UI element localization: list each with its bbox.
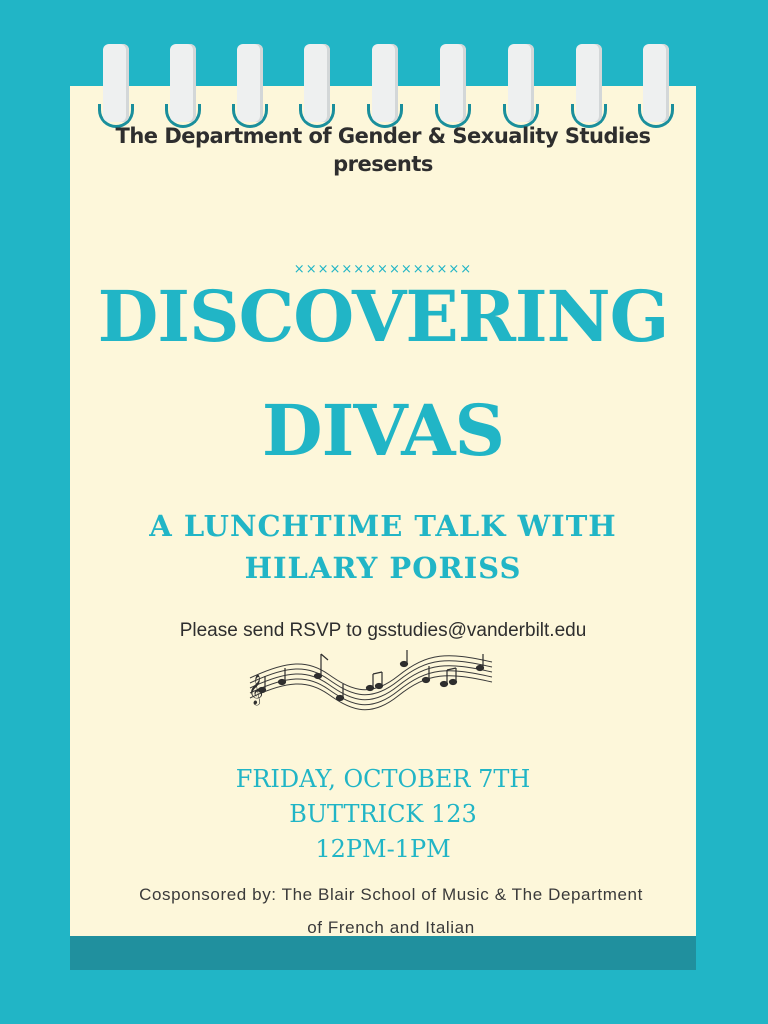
- music-staff-icon: [248, 640, 494, 712]
- event-subtitle: [70, 505, 696, 589]
- event-date: FRIDAY, OCTOBER 7TH: [235, 765, 531, 793]
- spiral-binding-ring-icon: [576, 44, 602, 128]
- cosponsors: [96, 878, 686, 944]
- cosponsors-line2: of French and Italian: [307, 918, 475, 937]
- event-title-line1: DISCOVERING: [97, 275, 669, 358]
- svg-text:𝄞: 𝄞: [248, 675, 264, 705]
- cross-stitch-divider: ×××××××××××××××: [293, 262, 473, 277]
- spiral-binding-ring-icon: [170, 44, 196, 128]
- presents-label: presents: [333, 152, 433, 176]
- presenter-header: [70, 122, 696, 178]
- spiral-binding-ring-icon: [440, 44, 466, 128]
- spiral-binding-ring-icon: [643, 44, 669, 128]
- subtitle-line2: HILARY PORISS: [244, 551, 522, 585]
- event-details: [70, 762, 696, 867]
- spiral-binding-ring-icon: [372, 44, 398, 128]
- event-time: 12PM-1PM: [315, 835, 451, 863]
- spiral-binding-ring-icon: [304, 44, 330, 128]
- event-title-line2: DIVAS: [261, 389, 505, 472]
- event-location: BUTTRICK 123: [289, 800, 477, 828]
- rsvp-text: Please send RSVP to gsstudies@vanderbilt.edu: [179, 620, 587, 641]
- presenter-name: The Department of Gender & Sexuality Studies: [115, 124, 651, 148]
- subtitle-line1: A LUNCHTIME TALK WITH: [149, 509, 617, 543]
- spiral-binding-ring-icon: [508, 44, 534, 128]
- spiral-binding-ring-icon: [237, 44, 263, 128]
- spiral-binding-ring-icon: [103, 44, 129, 128]
- cosponsors-line1: Cosponsored by: The Blair School of Music & The Department: [139, 885, 643, 904]
